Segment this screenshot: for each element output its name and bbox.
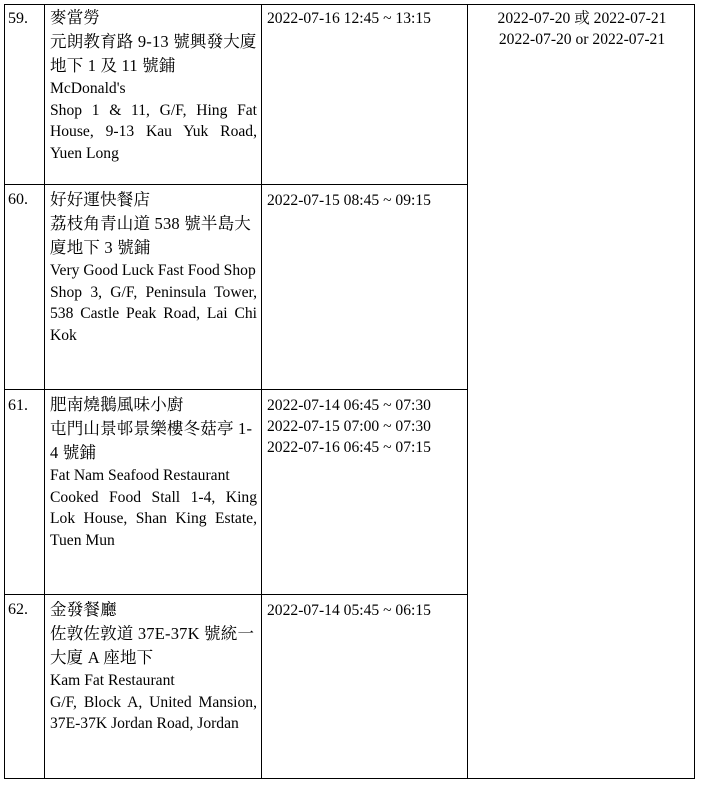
visit-times-cell <box>267 190 463 211</box>
row-number: 59. <box>8 10 28 27</box>
row-number: 61. <box>8 397 28 414</box>
table-border-left <box>4 4 5 779</box>
visit-times-cell <box>267 600 463 621</box>
premises-address-zh: 屯門山景邨景樂樓冬菇亭 1-4 號鋪 <box>50 419 253 462</box>
column-divider-2 <box>261 4 262 779</box>
visit-time: 2022-07-15 07:00 ~ 07:30 <box>267 418 431 435</box>
premises-address-zh: 佐敦佐敦道 37E-37K 號統一大廈 A 座地下 <box>50 624 255 667</box>
table-border-right <box>694 4 695 779</box>
premises-name-en: Very Good Luck Fast Food Shop <box>50 262 256 279</box>
premises-address-en: Cooked Food Stall 1-4, King Lok House, Shan King Estate, Tuen Mun <box>50 488 257 549</box>
premises-name-en: Fat Nam Seafood Restaurant <box>50 467 230 484</box>
specified-date-en: 2022-07-20 or 2022-07-21 <box>498 31 666 48</box>
column-divider-3 <box>467 4 468 779</box>
visit-time: 2022-07-16 12:45 ~ 13:15 <box>267 10 431 27</box>
premises-cell <box>50 6 257 164</box>
table-border-top <box>4 4 695 5</box>
premises-name-zh: 麥當勞 <box>50 8 101 27</box>
column-divider-1 <box>44 4 45 779</box>
premises-name-zh: 肥南燒鵝風味小廚 <box>50 395 184 414</box>
premises-address-en: Shop 1 & 11, G/F, Hing Fat House, 9-13 Kau Yuk Road, Yuen Long <box>50 101 257 162</box>
premises-address-zh: 元朗教育路 9-13 號興發大廈地下 1 及 11 號鋪 <box>50 32 257 75</box>
premises-cell <box>50 393 257 551</box>
premises-address-en: G/F, Block A, United Mansion, 37E-37K Jordan Road, Jordan <box>50 693 257 732</box>
premises-name-zh: 金發餐廳 <box>50 600 117 619</box>
visit-time: 2022-07-15 08:45 ~ 09:15 <box>267 192 431 209</box>
row-divider-2 <box>4 389 468 390</box>
table-border-bottom <box>4 778 695 779</box>
visit-time: 2022-07-14 05:45 ~ 06:15 <box>267 602 431 619</box>
premises-cell <box>50 598 257 735</box>
premises-address-zh: 荔枝角青山道 538 號半島大廈地下 3 號鋪 <box>50 214 251 257</box>
premises-name-en: McDonald's <box>50 80 126 97</box>
premises-name-zh: 好好運快餐店 <box>50 190 151 209</box>
row-divider-3 <box>4 594 468 595</box>
specified-date-zh: 2022-07-20 或 2022-07-21 <box>497 10 667 27</box>
visit-times-cell <box>267 395 463 458</box>
premises-name-en: Kam Fat Restaurant <box>50 672 175 689</box>
visit-time: 2022-07-14 06:45 ~ 07:30 <box>267 397 431 414</box>
visit-time: 2022-07-16 06:45 ~ 07:15 <box>267 439 431 456</box>
premises-cell <box>50 188 257 346</box>
visit-times-cell <box>267 8 463 29</box>
premises-address-en: Shop 3, G/F, Peninsula Tower, 538 Castle Peak Road, Lai Chi Kok <box>50 283 257 344</box>
row-divider-1 <box>4 184 468 185</box>
row-number: 62. <box>8 601 28 618</box>
specified-date-cell <box>469 8 695 50</box>
row-number: 60. <box>8 191 28 208</box>
